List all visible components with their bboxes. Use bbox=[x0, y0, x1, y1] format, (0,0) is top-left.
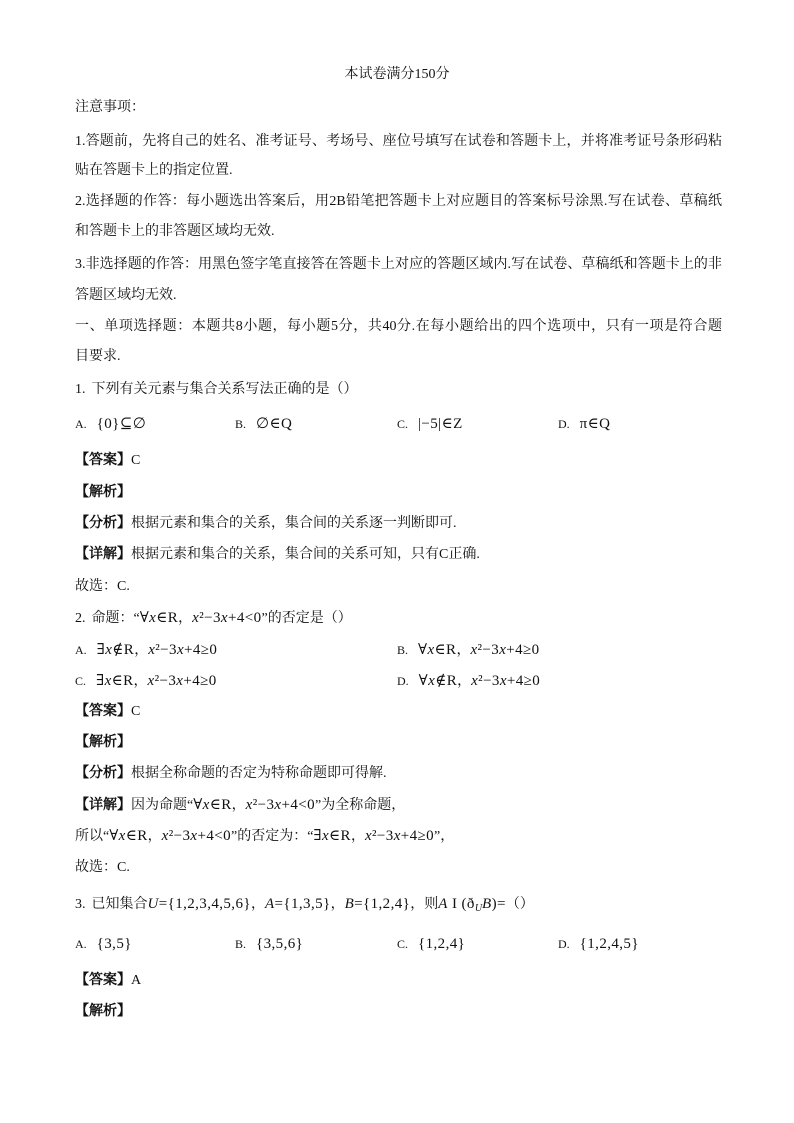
question-1-analysis-label bbox=[75, 483, 131, 503]
answer-value: A bbox=[131, 973, 142, 988]
option-label: A. bbox=[75, 417, 87, 431]
xiangjie-label: 【详解】 bbox=[75, 798, 131, 813]
question-1-options bbox=[0, 412, 794, 436]
math-variable: x bbox=[245, 797, 253, 813]
notice-item-3-line-2: 答题区域均无效. bbox=[75, 288, 177, 303]
answer-value: C bbox=[131, 704, 141, 719]
math-variable: x bbox=[202, 797, 210, 813]
question-1-option-b bbox=[235, 412, 292, 437]
option-math: π∈Q bbox=[579, 416, 611, 432]
notice-item-2-line-2: 和答题卡上的非答题区域均无效. bbox=[75, 224, 275, 239]
stem-math: A I (ð bbox=[438, 896, 475, 912]
question-2-xiangjie-line-2 bbox=[75, 826, 454, 846]
question-2-option-a bbox=[75, 638, 217, 663]
stem-text: ”的否定是（） bbox=[261, 611, 352, 626]
notice-heading: 注意事项： bbox=[75, 100, 145, 115]
question-2-option-c bbox=[75, 669, 217, 694]
xiangjie-text: 因为命题“ bbox=[131, 798, 194, 813]
question-number: 1. bbox=[75, 382, 86, 397]
stem-text: ，则 bbox=[410, 897, 439, 912]
option-separator: ， bbox=[134, 643, 149, 658]
math-variable: x bbox=[105, 642, 113, 658]
question-2-options-row-2 bbox=[0, 669, 794, 693]
fenxi-text: 根据元素和集合的关系，集合间的关系逐一判断即可. bbox=[131, 516, 457, 531]
option-math: x²−3x+4≥0 bbox=[471, 673, 541, 689]
question-1-stem bbox=[75, 380, 358, 400]
xiangjie-text: ”的否定为：“ bbox=[230, 829, 314, 844]
question-3-option-c bbox=[397, 932, 465, 957]
xiangjie-math: x²−3x+4<0 bbox=[245, 797, 315, 813]
option-math: {1,2,4} bbox=[418, 936, 466, 952]
xiangjie-text: ”为全称命题， bbox=[314, 798, 406, 813]
option-label: A. bbox=[75, 643, 87, 657]
question-3-options bbox=[0, 932, 794, 956]
stem-math: A={1,3,5} bbox=[264, 896, 331, 912]
stem-math: U={1,2,3,4,5,6} bbox=[147, 896, 251, 912]
option-math: ∅∈Q bbox=[256, 416, 293, 432]
math-variable: x bbox=[499, 642, 507, 658]
option-label: B. bbox=[235, 937, 247, 951]
xiangjie-text: 根据元素和集合的关系，集合间的关系可知，只有C正确. bbox=[131, 547, 480, 562]
question-number: 2. bbox=[75, 611, 86, 626]
stem-math: ∀x∈R bbox=[139, 610, 179, 626]
option-math: ∀x∈R bbox=[418, 642, 457, 658]
question-1-option-a bbox=[75, 412, 146, 437]
math-variable: B bbox=[344, 896, 355, 912]
question-number: 3. bbox=[75, 897, 86, 912]
option-label: B. bbox=[397, 643, 409, 657]
question-2-fenxi bbox=[75, 764, 387, 784]
xiangjie-math: x²−3x+4<0 bbox=[161, 828, 231, 844]
option-label: B. bbox=[235, 417, 247, 431]
option-math: {0}⊆∅ bbox=[96, 416, 147, 432]
math-variable: x bbox=[118, 828, 126, 844]
fenxi-label: 【分析】 bbox=[75, 766, 131, 781]
xiangjie-text: ， bbox=[147, 829, 162, 844]
answer-label: 【答案】 bbox=[75, 973, 131, 988]
math-variable: x bbox=[470, 642, 478, 658]
option-label: D. bbox=[558, 417, 570, 431]
math-variable: x bbox=[321, 828, 330, 844]
question-1-xiangjie bbox=[75, 545, 480, 565]
page-title: 本试卷满分150分 bbox=[344, 67, 450, 82]
question-1-conclusion: 故选：C. bbox=[75, 579, 130, 594]
question-text: 下列有关元素与集合关系写法正确的是（） bbox=[91, 382, 358, 397]
answer-label: 【答案】 bbox=[75, 453, 131, 468]
option-math: x²−3x+4≥0 bbox=[470, 642, 540, 658]
notice-item-1-line-2: 贴在答题卡上的指定位置. bbox=[75, 163, 233, 178]
notice-item-1-line-1: 1.答题前，先将自己的姓名、准考证号、考场号、座位号填写在试卷和答题卡上，并将准考证号条形码粘 bbox=[75, 134, 722, 149]
xiangjie-text: ， bbox=[350, 829, 365, 844]
question-2-conclusion: 故选：C. bbox=[75, 860, 130, 875]
option-separator: ， bbox=[456, 643, 471, 658]
answer-label: 【答案】 bbox=[75, 704, 131, 719]
math-variable: x bbox=[428, 673, 436, 689]
option-label: C. bbox=[397, 937, 409, 951]
math-variable: x bbox=[161, 828, 169, 844]
analysis-label: 【解析】 bbox=[75, 485, 131, 500]
question-3-option-b bbox=[235, 932, 303, 957]
math-variable: x bbox=[104, 673, 112, 689]
question-2-answer bbox=[75, 702, 140, 722]
question-1-option-d bbox=[558, 412, 610, 437]
math-variable: x bbox=[471, 673, 479, 689]
question-2-option-d bbox=[397, 669, 540, 694]
option-math: ∀x∉R bbox=[418, 673, 458, 689]
analysis-label: 【解析】 bbox=[75, 735, 131, 750]
math-variable: x bbox=[192, 610, 200, 626]
math-variable: x bbox=[147, 673, 155, 689]
math-variable: U bbox=[147, 896, 159, 912]
question-3-answer bbox=[75, 971, 141, 991]
question-2-xiangjie bbox=[75, 795, 405, 815]
question-1-answer bbox=[75, 451, 140, 471]
option-label: C. bbox=[75, 674, 87, 688]
option-separator: ， bbox=[133, 674, 148, 689]
question-1-option-c bbox=[397, 412, 463, 437]
math-variable: x bbox=[274, 797, 282, 813]
math-variable: x bbox=[176, 642, 184, 658]
stem-subscript: U bbox=[474, 903, 483, 914]
option-label: C. bbox=[397, 417, 409, 431]
question-2-stem bbox=[75, 608, 352, 628]
math-variable: x bbox=[220, 610, 228, 626]
question-2-option-b bbox=[397, 638, 540, 663]
section-heading-line-1: 一、单项选择题：本题共8小题，每小题5分，共40分.在每小题给出的四个选项中，只有一项是符合题 bbox=[75, 319, 722, 334]
stem-text: ， bbox=[178, 611, 193, 626]
math-variable: x bbox=[499, 673, 507, 689]
option-label: D. bbox=[397, 674, 409, 688]
stem-text: （） bbox=[505, 897, 534, 912]
notice-item-3-line-1: 3.非选择题的作答：用黑色签字笔直接答在答题卡上对应的答题区域内.写在试卷、草稿纸和答题卡上的非 bbox=[75, 257, 722, 272]
math-variable: x bbox=[190, 828, 198, 844]
math-variable: A bbox=[264, 896, 275, 912]
question-3-stem bbox=[75, 892, 534, 916]
stem-text: 已知集合 bbox=[91, 897, 148, 912]
option-label: D. bbox=[558, 937, 570, 951]
math-variable: x bbox=[393, 828, 401, 844]
option-math: {3,5,6} bbox=[256, 936, 304, 952]
math-variable: x bbox=[427, 642, 435, 658]
question-2-options-row-1 bbox=[0, 638, 794, 662]
option-math: ∃x∈R bbox=[96, 673, 134, 689]
xiangjie-math: ∀x∈R bbox=[109, 828, 148, 844]
stem-text: 命题：“ bbox=[91, 611, 140, 626]
stem-text: ， bbox=[330, 897, 345, 912]
xiangjie-label: 【详解】 bbox=[75, 547, 131, 562]
option-math: x²−3x+4≥0 bbox=[147, 673, 217, 689]
question-2-analysis-label bbox=[75, 733, 131, 753]
section-heading-line-2: 目要求. bbox=[75, 349, 121, 364]
math-variable: B bbox=[482, 896, 492, 912]
stem-math: x²−3x+4<0 bbox=[192, 610, 262, 626]
option-label: A. bbox=[75, 937, 87, 951]
fenxi-text: 根据全称命题的否定为特称命题即可得解. bbox=[131, 766, 387, 781]
analysis-label: 【解析】 bbox=[75, 1004, 131, 1019]
option-math: {1,2,4,5} bbox=[579, 936, 639, 952]
option-separator: ， bbox=[457, 674, 472, 689]
xiangjie-text: ”， bbox=[434, 829, 455, 844]
answer-value: C bbox=[131, 453, 141, 468]
xiangjie-text: ， bbox=[231, 798, 246, 813]
xiangjie-math: ∃x∈R bbox=[313, 828, 351, 844]
option-math: ∃x∉R bbox=[96, 642, 135, 658]
question-3-analysis-label bbox=[75, 1002, 131, 1022]
stem-math: B={1,2,4} bbox=[344, 896, 411, 912]
stem-math: B)= bbox=[482, 896, 506, 912]
fenxi-label: 【分析】 bbox=[75, 516, 131, 531]
stem-text: ， bbox=[250, 897, 265, 912]
option-math: |−5|∈Z bbox=[418, 416, 463, 432]
xiangjie-text: 所以“ bbox=[75, 829, 110, 844]
question-3-option-a bbox=[75, 932, 132, 957]
question-1-fenxi bbox=[75, 514, 457, 534]
question-3-option-d bbox=[558, 932, 639, 957]
option-math: {3,5} bbox=[96, 936, 132, 952]
xiangjie-math: ∀x∈R bbox=[193, 797, 232, 813]
math-variable: x bbox=[148, 642, 156, 658]
notice-item-2-line-1: 2.选择题的作答：每小题选出答案后，用2B铅笔把答题卡上对应题目的答案标号涂黑.写在试卷、草稿纸 bbox=[75, 194, 722, 209]
math-variable: A bbox=[438, 896, 448, 912]
math-variable: x bbox=[149, 610, 157, 626]
math-variable: x bbox=[176, 673, 184, 689]
math-variable: x bbox=[364, 828, 373, 844]
option-math: x²−3x+4≥0 bbox=[148, 642, 218, 658]
xiangjie-math: x²−3x+4≥0 bbox=[364, 828, 435, 844]
